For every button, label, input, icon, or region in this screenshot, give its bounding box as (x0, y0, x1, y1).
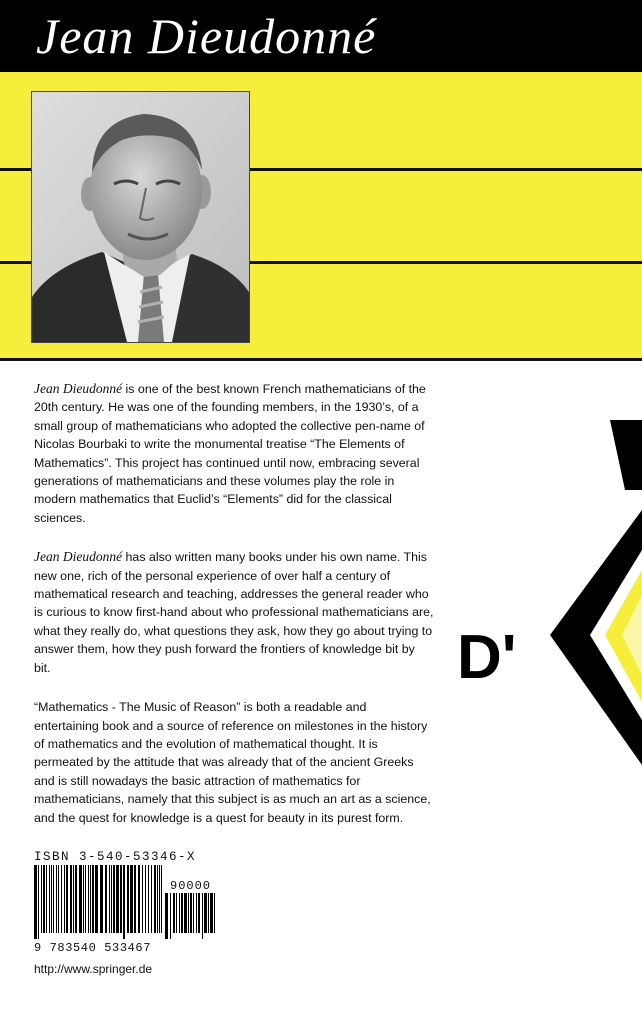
description-paragraph-3 (34, 698, 434, 827)
barcode-bar (85, 865, 86, 933)
publisher-url: http://www.springer.de (34, 962, 153, 976)
barcode-bar (181, 893, 183, 933)
barcode-bar (188, 893, 189, 933)
barcode-bar (123, 865, 125, 939)
barcode-bar (116, 865, 119, 933)
barcode-bar (34, 865, 37, 939)
barcode-bar (148, 865, 149, 933)
barcode-bar (38, 865, 39, 939)
barcode-bar (58, 865, 59, 933)
barcode-bar (79, 865, 82, 933)
barcode-bar (202, 893, 203, 939)
barcode-bar (193, 893, 194, 933)
barcode-bar (173, 893, 175, 933)
description-text (34, 380, 434, 848)
paragraph-text: has also written many books under his own name. This new one, rich of the personal experience of over half a century of mathematical research and teaching, addresses the general reader who is curious to know first-hand about who professional mathematicians are, what they really do, what questions they ask, how they go about trying to answer them, how they push forward the frontiers of knowledge bit by bit. (34, 550, 434, 675)
barcode-bar (56, 865, 57, 933)
barcode-bar (95, 865, 98, 933)
barcode-bar (41, 865, 42, 933)
description-paragraph-1 (34, 380, 434, 527)
barcode-bar (208, 893, 209, 933)
barcode-bar (157, 865, 158, 933)
barcode-bar (73, 865, 74, 933)
price-code: 90000 (170, 879, 212, 893)
barcode-bar (51, 865, 52, 933)
paragraph-text: is one of the best known French mathematicians of the 20th century. He was one of the founding members, in the 1930’s, of a small group of mathematicians who adopted the collective pen-name of Nicolas Bourbaki to write the monumental treatise “The Elements of Mathematics”. This project has continued until now, embracing several generations of mathematicians and these volumes play the role in modern mathematics that Euclid’s “Elements” did for the classical sciences. (34, 382, 426, 525)
barcode-bar (184, 893, 187, 933)
barcode-bar (53, 865, 54, 933)
stripe (0, 358, 642, 361)
barcode-bar (64, 865, 65, 933)
barcode-bar (161, 865, 162, 933)
barcode-bar (179, 893, 180, 933)
spine-logo-letters: D' (457, 623, 517, 692)
barcode-bar (113, 865, 115, 933)
barcode-bar (130, 865, 133, 933)
barcode-bar (70, 865, 72, 933)
author-name-inline: Jean Dieudonné (34, 381, 123, 396)
barcode-bar (46, 865, 47, 933)
barcode-bar (138, 865, 140, 933)
barcode-bar (75, 865, 77, 933)
barcode-addon (165, 893, 217, 944)
barcode-bar (145, 865, 146, 933)
barcode-bar (214, 893, 215, 933)
barcode-bar (88, 865, 89, 933)
barcode-bar (66, 865, 68, 933)
barcode-bar (210, 893, 213, 933)
barcode-bar (49, 865, 50, 933)
barcode-bar (109, 865, 110, 933)
barcode-bar (111, 865, 112, 933)
barcode-bar (43, 865, 45, 933)
barcode-bar (204, 893, 207, 933)
barcode-bar (92, 865, 94, 933)
author-title: Jean Dieudonné (36, 8, 377, 64)
barcode (34, 865, 162, 944)
barcode-bar (83, 865, 84, 933)
barcode-bar (120, 865, 122, 933)
author-name-inline: Jean Dieudonné (34, 549, 123, 565)
description-paragraph-2 (34, 548, 434, 677)
barcode-bar (159, 865, 160, 933)
barcode-bar (134, 865, 136, 933)
barcode-bar (165, 893, 168, 939)
header-bar (0, 0, 642, 72)
barcode-bar (170, 893, 171, 939)
barcode-bar (198, 893, 200, 933)
barcode-bar (190, 893, 192, 933)
isbn-label: ISBN 3-540-53346-X (34, 850, 197, 864)
barcode-bar (176, 893, 177, 933)
barcode-bar (100, 865, 103, 933)
spine-logo (440, 420, 642, 780)
paragraph-text: “Mathematics - The Music of Reason” is both a readable and entertaining book and a source of reference on milestones in the history of mathematics and the evolution of mathematical thought. It is permeated by the attitude that was already that of the ancient Greeks and is still nowadays the basic attraction of mathematics for mathematicians, namely that this subject is as much an art as a science, and the quest for knowledge is a quest for beauty in its purest form. (34, 700, 431, 825)
barcode-bar (61, 865, 62, 933)
barcode-bar (196, 893, 197, 933)
ean-digits: 9 783540 533467 (34, 941, 152, 955)
barcode-bar (127, 865, 129, 933)
author-photo (31, 91, 250, 343)
barcode-bar (154, 865, 156, 933)
barcode-bar (105, 865, 107, 933)
barcode-bar (151, 865, 152, 933)
barcode-bar (142, 865, 143, 933)
barcode-bar (90, 865, 91, 933)
